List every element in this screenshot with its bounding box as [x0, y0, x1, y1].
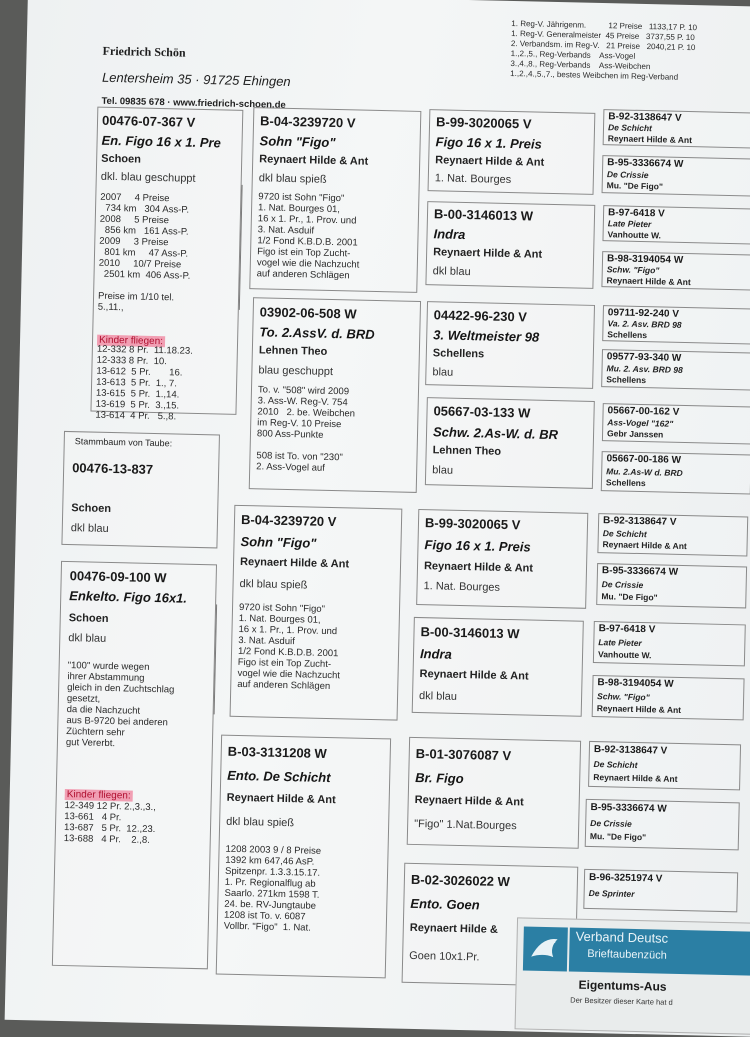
pigeon-color: "Figo" 1.Nat.Bourges	[414, 817, 517, 833]
pedigree-sheet	[5, 0, 750, 1037]
gen3-box-7	[407, 737, 581, 849]
gen3-box-4	[425, 397, 595, 489]
kinder-highlight: Kinder fliegen:	[98, 334, 164, 348]
kinder-highlight: Kinder fliegen:	[66, 789, 131, 802]
ring-number: B-95-3336674 W	[607, 157, 684, 170]
owner-name: Reynaert Hilde & Ant	[239, 555, 350, 571]
owner-name: Mu. "De Figo"	[589, 830, 647, 843]
ring-number: B-98-3194054 W	[597, 677, 674, 690]
sticker-line-2: Brieftaubenzüch	[587, 947, 667, 962]
gen3-box-2	[425, 201, 595, 289]
award-line: 3.,4.,8., Reg-Verbands Ass-Weibchen	[510, 58, 651, 72]
father-box	[90, 107, 243, 423]
ring-number: B-03-3131208 W	[227, 743, 327, 761]
pigeon-name: Ento. De Schicht	[227, 767, 331, 786]
owner-name: Reynaert Hilde &	[409, 921, 498, 936]
kinder-list: 12-332 8 Pr. 11.18.23. 12-333 8 Pr. 10. 13-612 5 Pr. 16. 13-613 5 Pr. 1., 7. 13-615 5 Pr. 1.,14. 13-619 5 Pr. 3.,15. 13-614 4 Pr. 5.,8.	[95, 343, 193, 423]
ring-number: B-04-3239720 V	[259, 113, 356, 131]
owner-name: Reynaert Hilde & Ant	[259, 153, 369, 168]
ring-number: B-95-3336674 W	[590, 801, 667, 815]
sticker-line-3: Eigentums-Aus	[578, 977, 667, 994]
ring-number: 09577-93-340 W	[606, 351, 682, 364]
pigeon-name: Br. Figo	[415, 769, 464, 787]
gen2-box-2	[249, 297, 421, 493]
sticker-line-4: Der Besitzer dieser Karte hat d	[570, 995, 673, 1007]
pigeon-name: De Schicht	[602, 528, 647, 540]
ring-number: 04422-96-230 V	[433, 307, 528, 325]
ring-number: B-95-3336674 W	[601, 565, 679, 578]
gen4-box-14	[585, 799, 740, 850]
pigeon-name: Ass-Vogel "162"	[607, 417, 674, 429]
pigeon-name: Late Pieter	[598, 637, 642, 649]
pigeon-name: De Schicht	[607, 122, 653, 134]
ring-number: 05667-00-162 V	[607, 405, 680, 418]
gen4-box-6	[601, 349, 750, 390]
pigeon-color: dkl blau spieß	[226, 815, 295, 830]
gen4-box-11	[593, 621, 746, 666]
owner-name: Reynaert Hilde & Ant	[419, 668, 529, 683]
ring-number: 05667-03-133 W	[433, 403, 531, 421]
owner-name: Mu. "De Figo"	[606, 180, 664, 192]
owner-name: Vanhoutte W.	[597, 649, 652, 661]
pigeon-color: Goen 10x1.Pr.	[409, 949, 480, 964]
kinder-list: 12-349 12 Pr. 2.,3.,3., 13-661 4 Pr. 13-687 5 Pr. 12.,23. 13-688 4 Pr. 2.,8.	[63, 800, 156, 846]
pigeon-name: De Crissie	[606, 169, 649, 181]
ring-number: 00476-07-367 V	[101, 112, 196, 130]
gen4-box-2	[602, 155, 750, 196]
owner-name: Reynaert Hilde & Ant	[226, 791, 336, 807]
owner-name: Reynaert Hilde & Ant	[435, 154, 545, 169]
pigeon-color: blau geschuppt	[258, 364, 334, 379]
pigeon-name: Va. 2. Asv. BRD 98	[607, 318, 682, 330]
pigeon-name: De Sprinter	[588, 887, 635, 899]
owner-name: Reynaert Hilde & Ant	[596, 703, 682, 716]
ring-number: B-97-6418 V	[598, 623, 656, 636]
pigeon-color: 1. Nat. Bourges	[434, 172, 512, 187]
pigeon-color: dkl blau	[68, 632, 107, 645]
ring-number: 03902-06-508 W	[259, 304, 357, 322]
owner-name: Mu. "De Figo"	[601, 591, 658, 603]
dove-logo	[523, 926, 568, 971]
dove-icon	[523, 926, 568, 971]
gen4-box-1	[603, 109, 750, 148]
ring-number: 05667-00-186 W	[606, 453, 682, 466]
pigeon-name: Schw. 2.As-W. d. BR	[432, 424, 559, 443]
pigeon-color: dkl blau	[432, 265, 471, 279]
ring-number: B-99-3020065 V	[435, 114, 532, 132]
pigeon-name: Late Pieter	[607, 218, 652, 230]
pigeon-notes: To. v. "508" wird 2009 3. Ass-W. Reg-V. 754 2010 2. be. Weibchen im Reg-V. 10 Preise 800 Ass-Punkte 508 ist To. von "230" 2. Ass-Vogel auf	[256, 384, 356, 474]
gen4-box-4	[601, 251, 750, 290]
pigeon-name: Sohn "Figo"	[240, 533, 317, 551]
award-line: 1. Reg-V. Jährigenm. 12 Preise 1133,17 P. 10	[511, 18, 698, 33]
gen4-box-13	[588, 741, 741, 790]
pigeon-name: 3. Weltmeister 98	[433, 327, 540, 345]
mother-box	[52, 561, 217, 969]
breeder-contact: Tel. 09835 678 · www.friedrich-schoen.de	[101, 95, 286, 111]
owner-name: Schoen	[101, 152, 142, 166]
ring-number: B-99-3020065 V	[424, 515, 521, 533]
award-line: 2. Verbandsm. im Reg-V. 21 Preise 2040,21 P. 10	[510, 38, 696, 53]
ring-number: B-00-3146013 W	[433, 206, 534, 224]
pigeon-color: blau	[432, 464, 454, 477]
pigeon-name: Enkelto. Figo 16x1.	[69, 588, 188, 606]
gen4-box-9	[597, 513, 748, 556]
pigeon-notes: 1208 2003 9 / 8 Preise 1392 km 647,46 AsP. Spitzenpr. 1.3.3.15.17. 1. Pr. Regionalflug ab Saarlo. 271km 1598 T. 24. be. RV-Jungtaube 1208 ist To. v. 6087 Vollbr. "Figo" 1. Nat.	[223, 843, 322, 934]
gen3-box-5	[416, 509, 588, 609]
race-results: 2007 4 Preise 734 km 304 Ass-P. 2008 5 Preise 856 km 161 Ass-P. 2009 3 Preise 801 km 47 Ass-P. 2010 10/7 Preise 2501 km 406 Ass-P. Preise im 1/10 tel. 5.,11.,	[97, 191, 191, 314]
pigeon-name: To. 2.AssV. d. BRD	[259, 324, 375, 342]
pigeon-color: 1. Nat. Bourges	[423, 580, 501, 594]
gen4-box-12	[592, 675, 745, 720]
award-list	[510, 19, 697, 83]
stammbaum-label: Stammbaum von Taube:	[74, 436, 173, 449]
owner-name: Schellens	[605, 477, 646, 489]
sticker-line-1: Verband Deutsc	[575, 928, 669, 946]
breeder-name: Friedrich Schön	[102, 43, 186, 60]
award-line: 1.,2.,4.,5.,7., bestes Weibchen im Reg-Verband	[510, 68, 679, 82]
pigeon-color: dkl blau spieß	[239, 577, 308, 592]
pigeon-name: Figo 16 x 1. Preis	[424, 537, 531, 555]
pigeon-name: Schw. "Figo"	[597, 691, 650, 703]
gen4-box-5	[602, 305, 750, 344]
pigeon-color: blau	[432, 366, 454, 379]
breeder-address: Lentersheim 35 · 91725 Ehingen	[101, 69, 291, 89]
owner-name: Reynaert Hilde & Ant	[414, 793, 524, 809]
owner-name: Schellens	[606, 374, 647, 386]
pigeon-name: De Schicht	[593, 759, 638, 771]
owner-name: Reynaert Hilde & Ant	[607, 133, 693, 146]
ring-number: B-97-6418 V	[607, 207, 665, 220]
pigeon-name: Ento. Goen	[410, 895, 480, 913]
ring-number: 09711-92-240 V	[607, 307, 680, 320]
pigeon-name: De Crissie	[590, 817, 632, 829]
subject-ring: 00476-13-837	[72, 460, 154, 477]
ring-number: B-04-3239720 V	[240, 511, 337, 530]
gen4-box-3	[602, 205, 750, 244]
subject-owner: Schoen	[71, 502, 112, 516]
pigeon-notes: "100" wurde wegen ihrer Abstammung gleich in den Zuchtschlag gesetzt, da die Nachzucht aus B-9720 bei anderen Züchtern sehr gut Vererbt.	[65, 660, 175, 750]
owner-name: Schoen	[68, 612, 109, 625]
pigeon-name: Schw. "Figo"	[606, 264, 660, 276]
gen2-box-4	[216, 735, 391, 979]
pigeon-name: Mu. 2. Asv. BRD 98	[606, 363, 683, 375]
ring-number: B-98-3194054 W	[606, 253, 684, 266]
owner-name: Reynaert Hilde & Ant	[602, 539, 687, 552]
gen2-box-3	[230, 505, 403, 721]
pigeon-notes: 9720 ist Sohn "Figo" 1. Nat. Bourges 01, 16 x 1. Pr., 1. Prov. und 3. Nat. Asduif 1/2 Fond K.B.D.B. 2001 Figo ist ein Top Zucht- vogel wie die Nachzucht auf anderen Schlägen	[237, 601, 341, 693]
owner-name: Reynaert Hilde & Ant	[423, 560, 534, 575]
pigeon-notes: 9720 ist Sohn "Figo" 1. Nat. Bourges 01, 16 x 1. Pr., 1. Prov. und 3. Nat. Asduif 1/2 Fond K.B.D.B. 2001 Figo ist ein Top Zucht- vogel wie die Nachzucht auf anderen Schlägen	[256, 191, 360, 282]
subject-box	[61, 431, 220, 549]
ring-number: B-01-3076087 V	[415, 745, 512, 764]
owner-name: Gebr Janssen	[606, 428, 664, 440]
pigeon-color: dkl. blau geschuppt	[100, 170, 196, 185]
gen3-box-6	[412, 617, 584, 717]
owner-name: Reynaert Hilde & Ant	[606, 275, 691, 288]
owner-name: Schellens	[607, 329, 648, 341]
ring-number: B-00-3146013 W	[420, 624, 520, 642]
owner-name: Lehnen Theo	[432, 444, 502, 458]
gen4-box-10	[596, 563, 747, 608]
ring-number: B-02-3026022 W	[410, 871, 511, 890]
ring-number: B-92-3138647 V	[608, 111, 682, 124]
pigeon-name: De Crissie	[601, 579, 644, 591]
gen3-box-1	[428, 109, 596, 195]
gen4-box-15	[583, 869, 738, 912]
gen2-box-1	[249, 107, 421, 293]
association-sticker	[515, 917, 750, 1035]
pigeon-name: En. Figo 16 x 1. Pre	[101, 132, 221, 151]
ring-number: 00476-09-100 W	[69, 568, 167, 586]
award-line: 1. Reg-V. Generalmeister 45 Preise 3737,55 P. 10	[511, 28, 695, 43]
pigeon-color: dkl blau	[418, 690, 458, 703]
pigeon-name: Indra	[419, 646, 453, 662]
gen4-box-8	[601, 451, 750, 494]
owner-name: Reynaert Hilde & Ant	[593, 772, 678, 784]
owner-name: Vanhoutte W.	[607, 229, 662, 241]
ring-number: B-92-3138647 V	[602, 515, 677, 528]
pigeon-name: Sohn "Figo"	[259, 133, 336, 151]
pigeon-color: dkl blau spieß	[258, 172, 327, 186]
gen4-box-7	[602, 403, 750, 444]
owner-name: Schellens	[432, 347, 485, 361]
subject-color: dkl blau	[70, 522, 109, 535]
ring-number: B-92-3138647 V	[593, 744, 668, 757]
ring-number: B-96-3251974 V	[588, 871, 663, 885]
gen3-box-3	[425, 301, 595, 389]
owner-name: Reynaert Hilde & Ant	[433, 246, 543, 261]
pigeon-name: Mu. 2.As-W d. BRD	[606, 466, 683, 478]
pigeon-name: Indra	[433, 226, 466, 242]
owner-name: Lehnen Theo	[258, 344, 328, 358]
award-line: 1.,2.,5., Reg-Verbands Ass-Vogel	[510, 48, 636, 61]
pigeon-name: Figo 16 x 1. Preis	[435, 134, 543, 152]
